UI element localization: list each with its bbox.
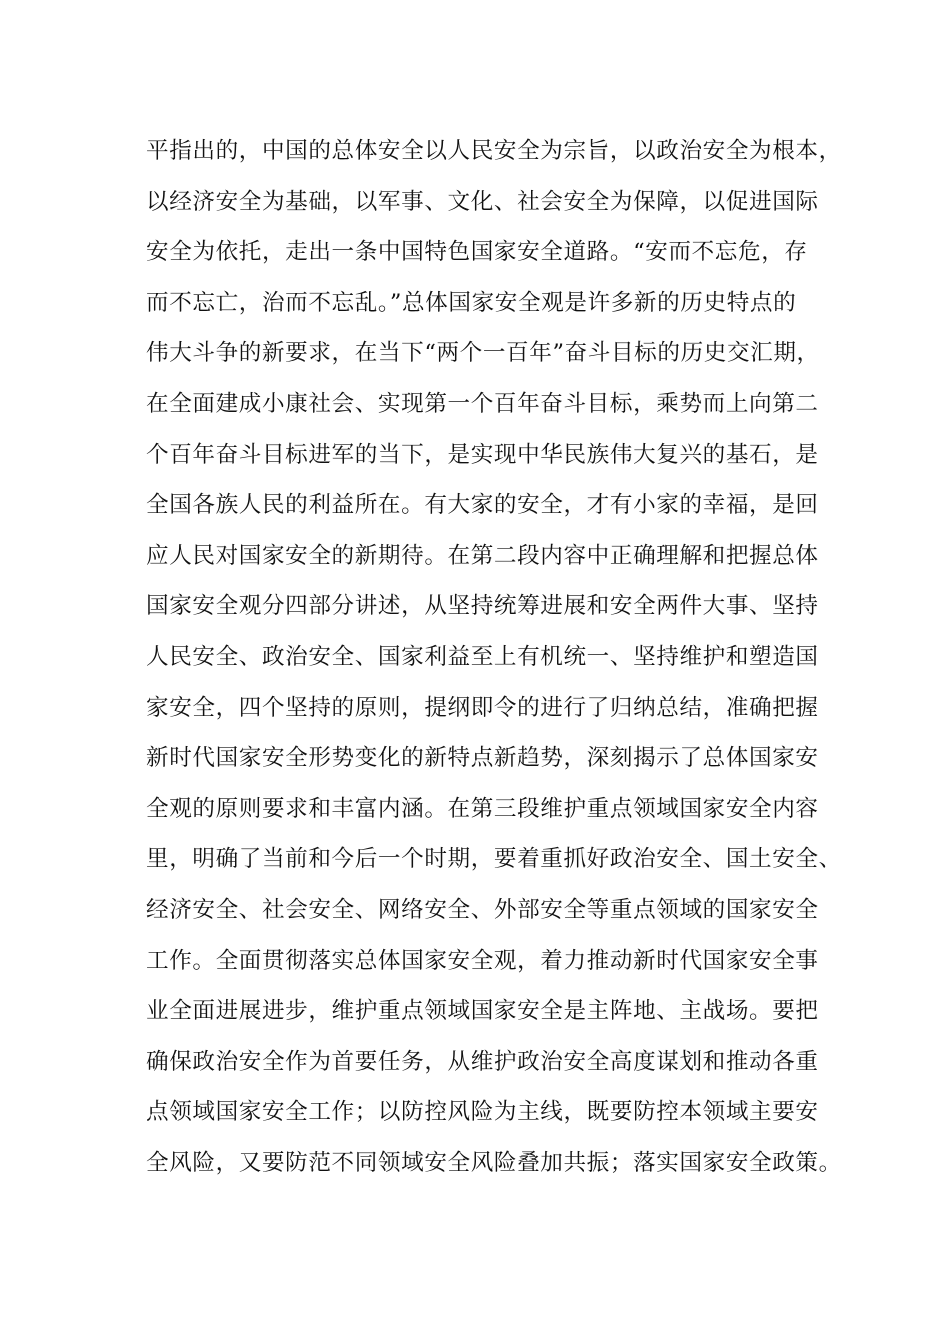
text-line: 在全面建成小康社会、实现第一个百年奋斗目标，乘势而上向第二 (146, 390, 819, 417)
text-line: 工作。全面贯彻落实总体国家安全观，着力推动新时代国家安全事 (146, 947, 819, 974)
text-line: 人民安全、政治安全、国家利益至上有机统一、坚持维护和塑造国 (146, 643, 819, 670)
body-paragraph (146, 126, 846, 1188)
text-line: 应人民对国家安全的新期待。在第二段内容中正确理解和把握总体 (146, 542, 819, 569)
text-line: 家安全，四个坚持的原则，提纲即令的进行了归纳总结，准确把握 (146, 694, 819, 721)
text-line: 全观的原则要求和丰富内涵。在第三段维护重点领域国家安全内容 (146, 795, 819, 822)
text-line: 而不忘亡，治而不忘乱。”总体国家安全观是许多新的历史特点的 (146, 289, 797, 316)
text-line: 以经济安全为基础，以军事、文化、社会安全为保障，以促进国际 (146, 188, 819, 215)
text-line: 全国各族人民的利益所在。有大家的安全，才有小家的幸福，是回 (146, 492, 819, 519)
text-line: 伟大斗争的新要求，在当下“两个一百年”奋斗目标的历史交汇期， (146, 340, 820, 367)
text-line: 国家安全观分四部分讲述，从坚持统筹进展和安全两件大事、坚持 (146, 593, 819, 620)
text-line: 点领域国家安全工作；以防控风险为主线，既要防控本领域主要安 (146, 1099, 819, 1126)
text-line: 个百年奋斗目标进军的当下，是实现中华民族伟大复兴的基石，是 (146, 441, 819, 468)
text-line: 新时代国家安全形势变化的新特点新趋势，深刻揭示了总体国家安 (146, 745, 819, 772)
text-line: 里，明确了当前和今后一个时期，要着重抓好政治安全、国土安全、 (146, 846, 842, 873)
text-line: 平指出的，中国的总体安全以人民安全为宗旨，以政治安全为根本， (146, 138, 842, 164)
text-line: 全风险，又要防范不同领域安全风险叠加共振；落实国家安全政策。 (146, 1149, 842, 1176)
text-line: 经济安全、社会安全、网络安全、外部安全等重点领域的国家安全 (146, 896, 819, 923)
text-line: 确保政治安全作为首要任务，从维护政治安全高度谋划和推动各重 (146, 1048, 819, 1075)
text-line: 安全为依托，走出一条中国特色国家安全道路。“安而不忘危，存 (146, 239, 808, 266)
text-line: 业全面进展进步，维护重点领域国家安全是主阵地、主战场。要把 (146, 998, 819, 1025)
